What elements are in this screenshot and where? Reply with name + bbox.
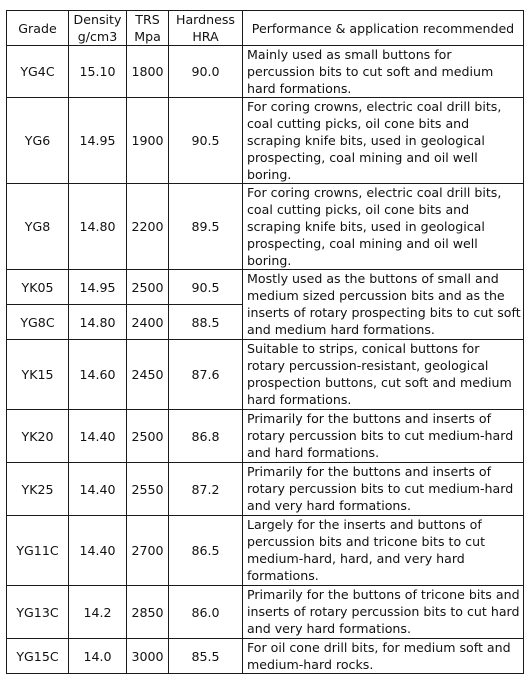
trs-cell: 2400 [127,305,169,340]
performance-cell: Primarily for the buttons and inserts of rotary percussion bits to cut medium-hard and hard formations. [243,410,524,463]
table-row [7,184,524,270]
performance-cell: For oil cone drill bits, for medium soft and medium-hard rocks. [243,639,524,674]
hardness-cell: 85.5 [169,639,243,674]
trs-cell: 1900 [127,98,169,184]
grade-cell: YG8 [7,184,69,270]
hardness-cell: 87.6 [169,340,243,410]
hardness-cell: 87.2 [169,463,243,516]
performance-cell: For coring crowns, electric coal drill bits, coal cutting picks, oil cone bits and scraping knife bits, used in geological prospecting, coal mining and oil well boring. [243,98,524,184]
table-row [7,463,524,516]
performance-cell: Suitable to strips, conical buttons for rotary percussion-resistant, geological prospection buttons, cut soft and medium hard formations. [243,340,524,410]
header-performance: Performance & application recommended [243,11,524,46]
hardness-cell: 90.5 [169,270,243,305]
density-cell: 14.40 [69,410,127,463]
hardness-cell: 90.5 [169,98,243,184]
grade-cell: YG15C [7,639,69,674]
performance-cell: Mainly used as small buttons for percussion bits to cut soft and medium hard formations. [243,46,524,98]
trs-cell: 2550 [127,463,169,516]
table-row [7,98,524,184]
trs-cell: 2500 [127,410,169,463]
trs-cell: 2500 [127,270,169,305]
table-row [7,639,524,674]
grade-cell: YK20 [7,410,69,463]
trs-cell: 2700 [127,516,169,586]
table-row [7,586,524,639]
header-density: Density g/cm3 [69,11,127,46]
grade-cell: YK25 [7,463,69,516]
hardness-cell: 89.5 [169,184,243,270]
header-grade: Grade [7,11,69,46]
performance-cell: Mostly used as the buttons of small and medium sized percussion bits and as the inserts of rotary prospecting bits to cut soft and medium hard formations. [243,270,524,340]
density-cell: 14.80 [69,305,127,340]
hardness-cell: 90.0 [169,46,243,98]
performance-cell: Primarily for the buttons of tricone bits and inserts of rotary percussion bits to cut hard and very hard formations. [243,586,524,639]
trs-cell: 3000 [127,639,169,674]
grade-cell: YG11C [7,516,69,586]
grade-cell: YG13C [7,586,69,639]
density-cell: 14.40 [69,516,127,586]
table-row [7,516,524,586]
density-cell: 14.95 [69,98,127,184]
grade-cell: YG8C [7,305,69,340]
hardness-cell: 86.5 [169,516,243,586]
table-row [7,410,524,463]
performance-cell: Primarily for the buttons and inserts of rotary percussion bits to cut medium-hard and very hard formations. [243,463,524,516]
grade-cell: YK15 [7,340,69,410]
density-cell: 14.2 [69,586,127,639]
header-hardness: Hardness HRA [169,11,243,46]
header-trs: TRS Mpa [127,11,169,46]
grade-cell: YK05 [7,270,69,305]
trs-cell: 1800 [127,46,169,98]
trs-cell: 2450 [127,340,169,410]
table-row [7,340,524,410]
grade-cell: YG4C [7,46,69,98]
carbide-grades-table [6,10,524,674]
density-cell: 14.60 [69,340,127,410]
hardness-cell: 86.0 [169,586,243,639]
density-cell: 15.10 [69,46,127,98]
hardness-cell: 88.5 [169,305,243,340]
table-row [7,46,524,98]
density-cell: 14.0 [69,639,127,674]
trs-cell: 2850 [127,586,169,639]
grade-cell: YG6 [7,98,69,184]
trs-cell: 2200 [127,184,169,270]
table-row [7,270,524,305]
density-cell: 14.40 [69,463,127,516]
performance-cell: Largely for the inserts and buttons of percussion bits and tricone bits to cut medium-hard, hard, and very hard formations. [243,516,524,586]
density-cell: 14.80 [69,184,127,270]
density-cell: 14.95 [69,270,127,305]
header-row [7,11,524,46]
hardness-cell: 86.8 [169,410,243,463]
performance-cell: For coring crowns, electric coal drill bits, coal cutting picks, oil cone bits and scraping knife bits, used in geological prospecting, coal mining and oil well boring. [243,184,524,270]
